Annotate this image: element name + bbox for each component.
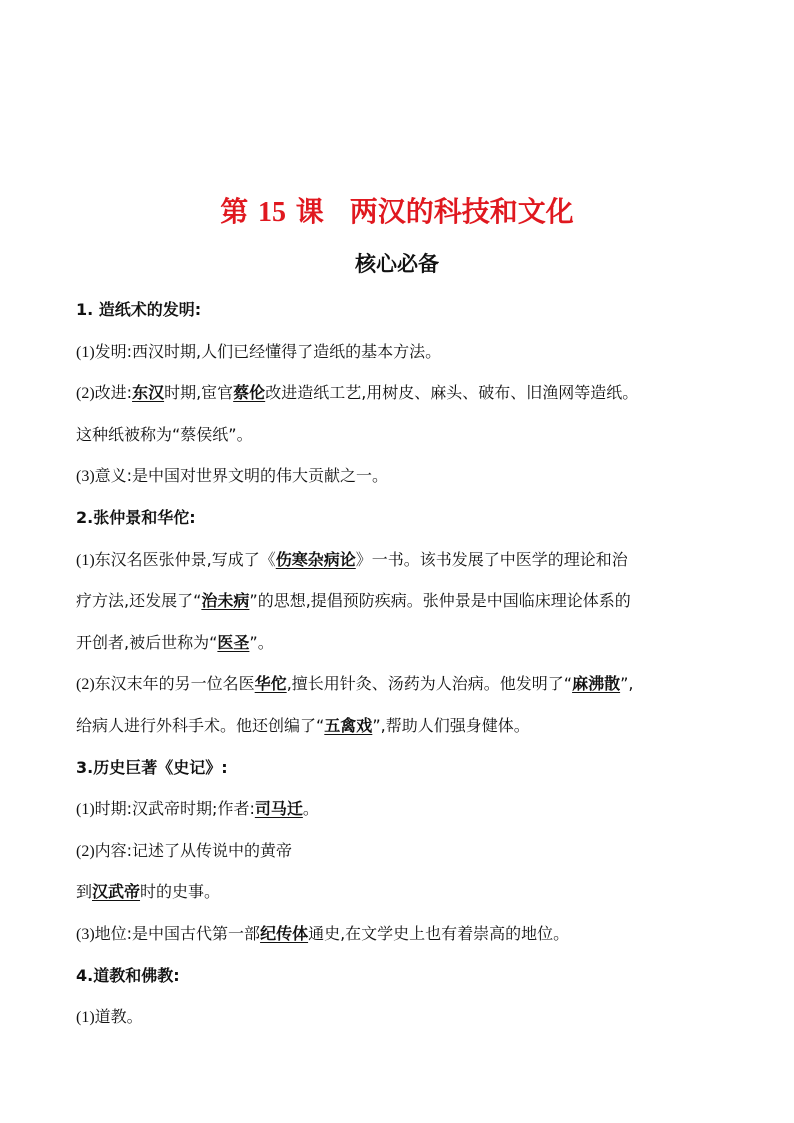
s3-p2-line1	[76, 830, 726, 872]
s2-p1-b: 》一书。该书发展了中医学的理论和治	[355, 549, 628, 569]
title-lesson-name: 两汉的科技和文化	[349, 195, 574, 228]
s1-p3-text: 意义:是中国对世界文明的伟大贡献之一。	[94, 466, 389, 486]
s1-p1	[76, 331, 726, 373]
s2-p1-label: (1)	[76, 551, 95, 569]
s2-p2-line1	[76, 663, 726, 705]
s2-p2-line2	[76, 705, 726, 747]
s3-p3	[76, 913, 726, 955]
s1-p1-text: 发明:西汉时期,人们已经懂得了造纸的基本方法。	[94, 341, 442, 361]
s2-p1-d: ”的思想,提倡预防疾病。张仲景是中国临床理论体系的	[249, 591, 631, 611]
s1-p2-label: (2)	[76, 385, 95, 403]
s3-p2-c: 时的史事。	[140, 882, 221, 902]
s3-p2-a: 内容:记述了从传说中的黄帝	[94, 840, 293, 860]
s2-p1-keyword-1: 伤寒杂病论	[275, 549, 356, 569]
s2-p2-keyword-3: 五禽戏	[324, 715, 373, 735]
s3-p1-b: 。	[302, 799, 319, 819]
title-lesson-word: 课	[295, 195, 324, 228]
s1-p2-b: 时期,宦官	[164, 383, 234, 403]
s2-heading: 2.张仲景和华佗:	[76, 507, 196, 527]
s3-p1-label: (1)	[76, 801, 95, 819]
section-subtitle: 核心必备	[355, 252, 439, 276]
lesson-title	[0, 192, 794, 233]
s2-p2-c: ”,	[620, 674, 634, 694]
s2-p2-d: 给病人进行外科手术。他还创编了“	[76, 715, 325, 735]
s2-p1-keyword-3: 医圣	[217, 632, 250, 652]
s2-p2-keyword-2: 麻沸散	[572, 674, 621, 694]
s1-p3	[76, 455, 726, 497]
s1-p3-label: (3)	[76, 468, 95, 486]
title-prefix: 第	[220, 195, 249, 228]
s1-p2-c: 改进造纸工艺,用树皮、麻头、破布、旧渔网等造纸。	[265, 383, 639, 403]
s2-p2-e: ”,帮助人们强身健体。	[372, 715, 530, 735]
s3-heading: 3.历史巨著《史记》:	[76, 757, 228, 777]
s2-p2-keyword-1: 华佗	[254, 674, 287, 694]
s2-p2-a: 东汉末年的另一位名医	[94, 674, 255, 694]
s1-p2-keyword-2: 蔡伦	[233, 383, 266, 403]
s2-p1-c: 疗方法,还发展了“	[76, 591, 202, 611]
title-lesson-number: 15	[257, 197, 286, 228]
s1-p2-line2: 这种纸被称为“蔡侯纸”。	[76, 424, 253, 444]
document-body	[76, 289, 726, 1038]
s3-p2-b: 到	[76, 882, 93, 902]
s3-p2-keyword-1: 汉武帝	[92, 882, 141, 902]
s2-p1-a: 东汉名医张仲景,写成了《	[94, 549, 276, 569]
s3-p3-label: (3)	[76, 925, 95, 943]
s1-p1-label: (1)	[76, 343, 95, 361]
s4-heading: 4.道教和佛教:	[76, 965, 180, 985]
s4-p1-text: 道教。	[94, 1007, 143, 1027]
s2-p1-keyword-2: 治未病	[201, 591, 250, 611]
s3-p1-keyword-1: 司马迁	[254, 799, 303, 819]
s2-p1-f: ”。	[249, 632, 274, 652]
s1-p2-keyword-1: 东汉	[132, 383, 165, 403]
s2-p1-e: 开创者,被后世称为“	[76, 632, 218, 652]
s3-p1-a: 时期:汉武帝时期;作者:	[94, 799, 255, 819]
s3-p3-a: 地位:是中国古代第一部	[94, 923, 261, 943]
s3-p2-line2	[76, 871, 726, 913]
s3-p3-keyword-1: 纪传体	[260, 923, 309, 943]
s4-p1-label: (1)	[76, 1009, 95, 1027]
s3-p2-label: (2)	[76, 842, 95, 860]
s2-p1-line1	[76, 539, 726, 581]
s1-p2-a: 改进:	[94, 383, 133, 403]
s1-p2-line1	[76, 372, 726, 414]
s3-p3-b: 通史,在文学史上也有着崇高的地位。	[308, 923, 570, 943]
s2-p1-line3	[76, 622, 726, 664]
s2-p1-line2	[76, 580, 726, 622]
s4-p1	[76, 996, 726, 1038]
s2-p2-b: ,擅长用针灸、汤药为人治病。他发明了“	[286, 674, 573, 694]
s2-p2-label: (2)	[76, 676, 95, 694]
s1-heading: 1. 造纸术的发明:	[76, 300, 202, 319]
s3-p1	[76, 788, 726, 830]
